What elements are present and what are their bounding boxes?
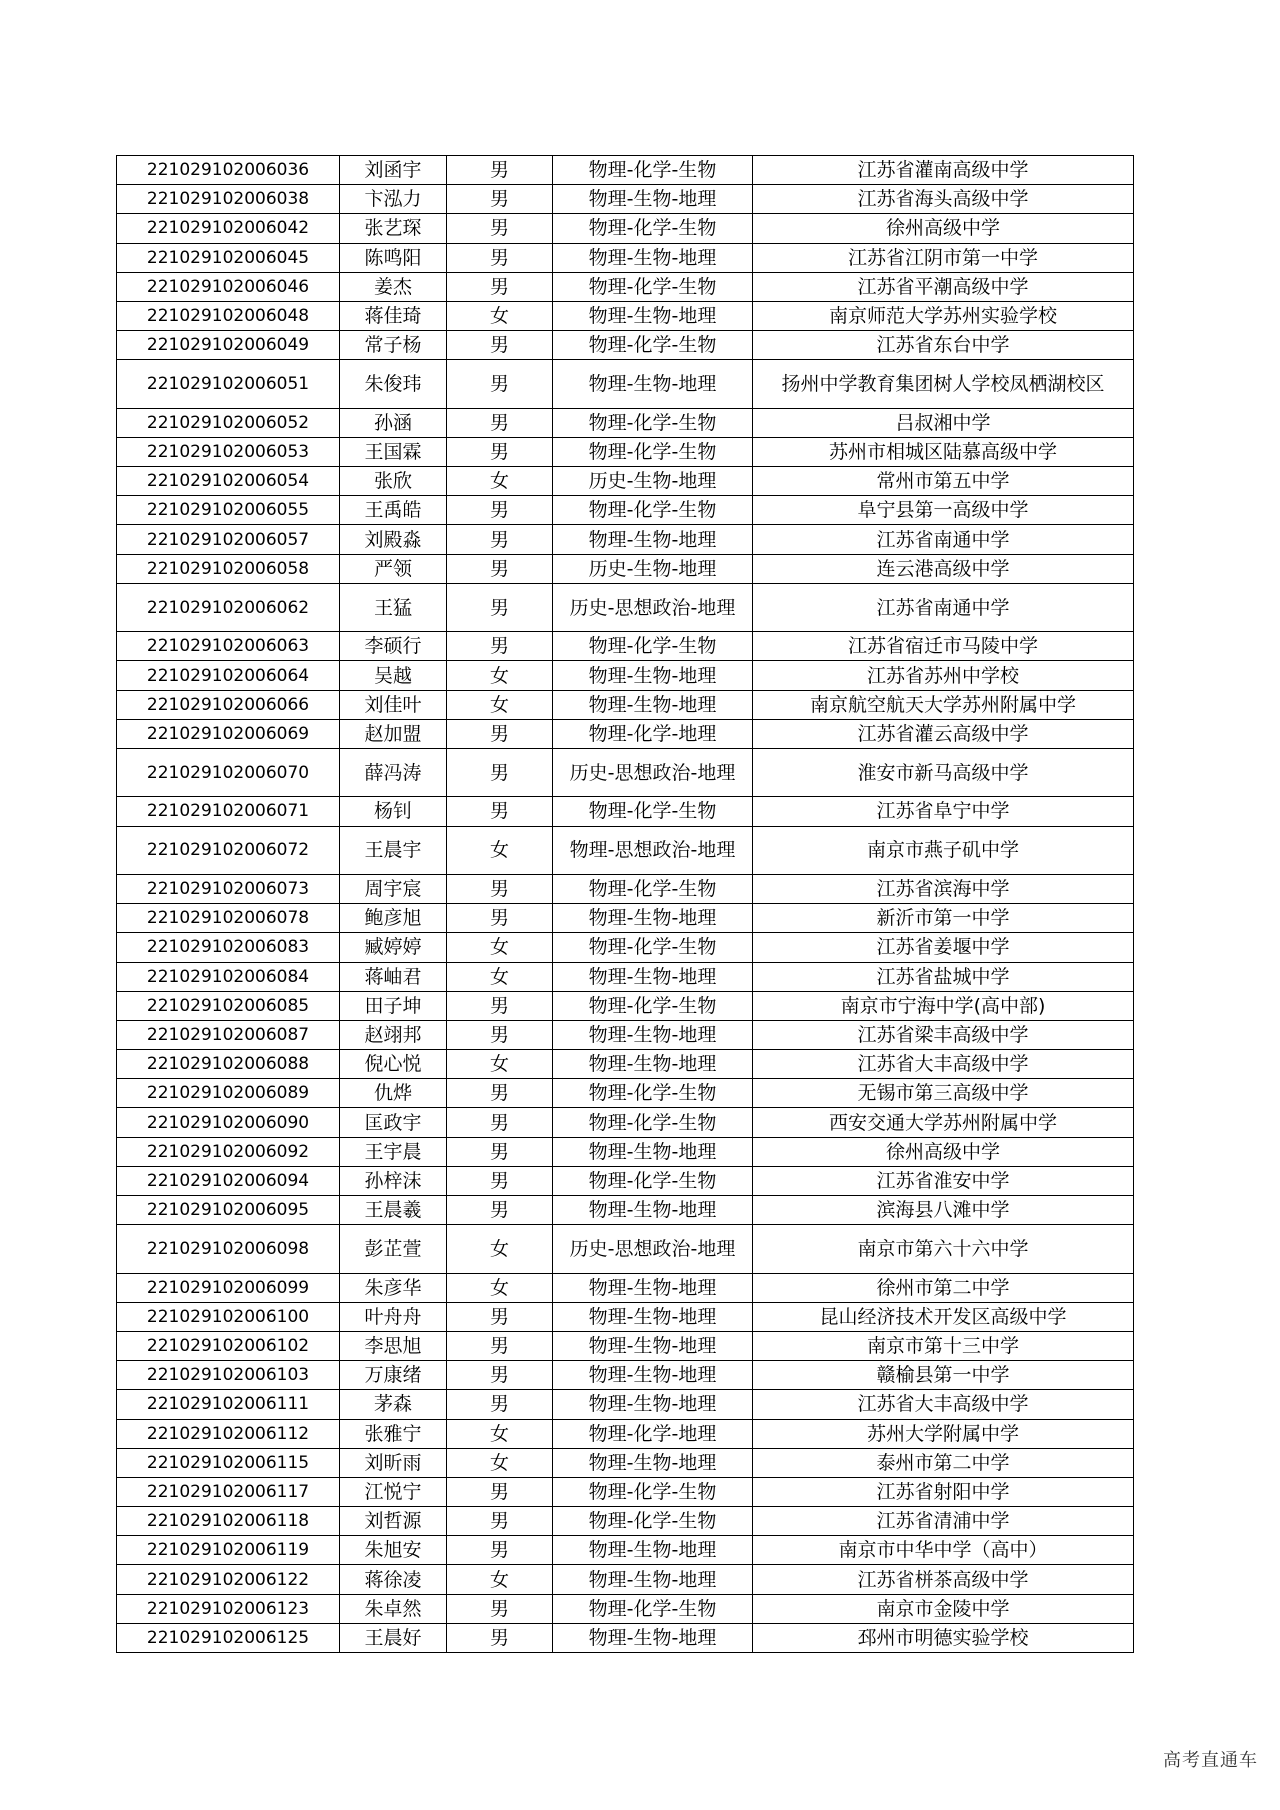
school-cell: 南京市中华中学（高中） xyxy=(753,1536,1134,1565)
student-name-cell: 刘佳叶 xyxy=(340,690,447,719)
school-cell: 扬州中学教育集团树人学校凤栖湖校区 xyxy=(753,360,1134,408)
student-id-cell: 221029102006099 xyxy=(117,1273,340,1302)
table-row xyxy=(117,1419,1134,1448)
gender-cell: 男 xyxy=(447,272,553,301)
subject-combination-cell: 物理-化学-生物 xyxy=(553,437,753,466)
subject-combination-cell: 物理-化学-生物 xyxy=(553,933,753,962)
student-name-cell: 叶舟舟 xyxy=(340,1302,447,1331)
gender-cell: 女 xyxy=(447,661,553,690)
student-name-cell: 蒋佳琦 xyxy=(340,301,447,330)
table-row xyxy=(117,826,1134,874)
student-name-cell: 蒋岫君 xyxy=(340,962,447,991)
subject-combination-cell: 物理-化学-生物 xyxy=(553,1477,753,1506)
student-id-cell: 221029102006072 xyxy=(117,826,340,874)
student-name-cell: 王晨羲 xyxy=(340,1196,447,1225)
subject-combination-cell: 物理-化学-生物 xyxy=(553,272,753,301)
student-name-cell: 蒋徐凌 xyxy=(340,1565,447,1594)
school-cell: 徐州高级中学 xyxy=(753,1137,1134,1166)
student-name-cell: 王禹皓 xyxy=(340,496,447,525)
school-cell: 江苏省江阴市第一中学 xyxy=(753,243,1134,272)
student-name-cell: 周宇宸 xyxy=(340,874,447,903)
student-name-cell: 王晨宇 xyxy=(340,826,447,874)
gender-cell: 男 xyxy=(447,1390,553,1419)
student-id-cell: 221029102006078 xyxy=(117,904,340,933)
student-id-cell: 221029102006053 xyxy=(117,437,340,466)
subject-combination-cell: 物理-生物-地理 xyxy=(553,1361,753,1390)
student-name-cell: 仇烨 xyxy=(340,1079,447,1108)
school-cell: 徐州高级中学 xyxy=(753,214,1134,243)
gender-cell: 男 xyxy=(447,1137,553,1166)
gender-cell: 男 xyxy=(447,554,553,583)
subject-combination-cell: 物理-生物-地理 xyxy=(553,1302,753,1331)
student-name-cell: 朱俊玮 xyxy=(340,360,447,408)
table-row xyxy=(117,554,1134,583)
school-cell: 阜宁县第一高级中学 xyxy=(753,496,1134,525)
student-id-cell: 221029102006092 xyxy=(117,1137,340,1166)
student-id-cell: 221029102006090 xyxy=(117,1108,340,1137)
gender-cell: 男 xyxy=(447,185,553,214)
student-id-cell: 221029102006123 xyxy=(117,1594,340,1623)
school-cell: 江苏省南通中学 xyxy=(753,525,1134,554)
subject-combination-cell: 物理-化学-生物 xyxy=(553,1079,753,1108)
student-id-cell: 221029102006089 xyxy=(117,1079,340,1108)
gender-cell: 女 xyxy=(447,1448,553,1477)
student-name-cell: 王猛 xyxy=(340,583,447,631)
student-id-cell: 221029102006073 xyxy=(117,874,340,903)
school-cell: 江苏省栟茶高级中学 xyxy=(753,1565,1134,1594)
student-id-cell: 221029102006046 xyxy=(117,272,340,301)
student-name-cell: 朱卓然 xyxy=(340,1594,447,1623)
subject-combination-cell: 历史-思想政治-地理 xyxy=(553,1225,753,1273)
subject-combination-cell: 物理-生物-地理 xyxy=(553,661,753,690)
table-row xyxy=(117,583,1134,631)
subject-combination-cell: 物理-化学-生物 xyxy=(553,1507,753,1536)
subject-combination-cell: 物理-生物-地理 xyxy=(553,1390,753,1419)
student-name-cell: 倪心悦 xyxy=(340,1050,447,1079)
school-cell: 江苏省梁丰高级中学 xyxy=(753,1020,1134,1049)
student-name-cell: 王国霖 xyxy=(340,437,447,466)
subject-combination-cell: 物理-生物-地理 xyxy=(553,1536,753,1565)
school-cell: 连云港高级中学 xyxy=(753,554,1134,583)
student-name-cell: 匡政宇 xyxy=(340,1108,447,1137)
table-row xyxy=(117,1594,1134,1623)
school-cell: 江苏省宿迁市马陵中学 xyxy=(753,632,1134,661)
table-row xyxy=(117,408,1134,437)
table-row xyxy=(117,1225,1134,1273)
student-name-cell: 江悦宁 xyxy=(340,1477,447,1506)
gender-cell: 男 xyxy=(447,360,553,408)
student-name-cell: 茅森 xyxy=(340,1390,447,1419)
student-id-cell: 221029102006055 xyxy=(117,496,340,525)
gender-cell: 男 xyxy=(447,214,553,243)
student-name-cell: 张艺琛 xyxy=(340,214,447,243)
gender-cell: 女 xyxy=(447,301,553,330)
subject-combination-cell: 历史-思想政治-地理 xyxy=(553,583,753,631)
gender-cell: 男 xyxy=(447,797,553,826)
subject-combination-cell: 物理-化学-生物 xyxy=(553,797,753,826)
table-row xyxy=(117,1108,1134,1137)
school-cell: 南京市燕子矶中学 xyxy=(753,826,1134,874)
gender-cell: 男 xyxy=(447,719,553,748)
student-name-cell: 李思旭 xyxy=(340,1331,447,1360)
student-name-cell: 陈鸣阳 xyxy=(340,243,447,272)
subject-combination-cell: 物理-生物-地理 xyxy=(553,525,753,554)
gender-cell: 男 xyxy=(447,408,553,437)
school-cell: 江苏省灌云高级中学 xyxy=(753,719,1134,748)
student-id-cell: 221029102006062 xyxy=(117,583,340,631)
school-cell: 江苏省东台中学 xyxy=(753,331,1134,360)
school-cell: 江苏省滨海中学 xyxy=(753,874,1134,903)
subject-combination-cell: 物理-思想政治-地理 xyxy=(553,826,753,874)
school-cell: 南京市第十三中学 xyxy=(753,1331,1134,1360)
school-cell: 江苏省大丰高级中学 xyxy=(753,1390,1134,1419)
student-id-cell: 221029102006058 xyxy=(117,554,340,583)
student-id-cell: 221029102006049 xyxy=(117,331,340,360)
school-cell: 江苏省南通中学 xyxy=(753,583,1134,631)
table-row xyxy=(117,991,1134,1020)
school-cell: 江苏省淮安中学 xyxy=(753,1166,1134,1195)
table-row xyxy=(117,1361,1134,1390)
student-id-cell: 221029102006045 xyxy=(117,243,340,272)
student-name-cell: 杨钊 xyxy=(340,797,447,826)
subject-combination-cell: 历史-生物-地理 xyxy=(553,467,753,496)
student-id-cell: 221029102006071 xyxy=(117,797,340,826)
school-cell: 江苏省阜宁中学 xyxy=(753,797,1134,826)
gender-cell: 男 xyxy=(447,874,553,903)
subject-combination-cell: 物理-化学-生物 xyxy=(553,1166,753,1195)
table-row xyxy=(117,1565,1134,1594)
table-row xyxy=(117,1166,1134,1195)
student-id-cell: 221029102006125 xyxy=(117,1623,340,1652)
student-id-cell: 221029102006054 xyxy=(117,467,340,496)
school-cell: 江苏省大丰高级中学 xyxy=(753,1050,1134,1079)
gender-cell: 女 xyxy=(447,933,553,962)
gender-cell: 男 xyxy=(447,1536,553,1565)
subject-combination-cell: 物理-化学-生物 xyxy=(553,1594,753,1623)
student-id-cell: 221029102006095 xyxy=(117,1196,340,1225)
gender-cell: 女 xyxy=(447,467,553,496)
subject-combination-cell: 物理-化学-生物 xyxy=(553,496,753,525)
student-id-cell: 221029102006063 xyxy=(117,632,340,661)
student-id-cell: 221029102006122 xyxy=(117,1565,340,1594)
student-name-cell: 刘殿淼 xyxy=(340,525,447,554)
gender-cell: 男 xyxy=(447,331,553,360)
table-row xyxy=(117,185,1134,214)
school-cell: 徐州市第二中学 xyxy=(753,1273,1134,1302)
table-row xyxy=(117,496,1134,525)
school-cell: 苏州市相城区陆慕高级中学 xyxy=(753,437,1134,466)
school-cell: 无锡市第三高级中学 xyxy=(753,1079,1134,1108)
student-id-cell: 221029102006051 xyxy=(117,360,340,408)
table-row xyxy=(117,1390,1134,1419)
table-row xyxy=(117,525,1134,554)
student-id-cell: 221029102006085 xyxy=(117,991,340,1020)
table-row xyxy=(117,301,1134,330)
table-row xyxy=(117,214,1134,243)
roster-body xyxy=(117,156,1134,1653)
gender-cell: 男 xyxy=(447,1507,553,1536)
gender-cell: 男 xyxy=(447,1623,553,1652)
student-name-cell: 刘昕雨 xyxy=(340,1448,447,1477)
table-row xyxy=(117,962,1134,991)
subject-combination-cell: 物理-生物-地理 xyxy=(553,1020,753,1049)
student-name-cell: 彭芷萱 xyxy=(340,1225,447,1273)
student-id-cell: 221029102006052 xyxy=(117,408,340,437)
table-row xyxy=(117,1331,1134,1360)
school-cell: 江苏省清浦中学 xyxy=(753,1507,1134,1536)
student-name-cell: 张欣 xyxy=(340,467,447,496)
gender-cell: 女 xyxy=(447,826,553,874)
student-id-cell: 221029102006118 xyxy=(117,1507,340,1536)
table-row xyxy=(117,1273,1134,1302)
table-row xyxy=(117,719,1134,748)
school-cell: 邳州市明德实验学校 xyxy=(753,1623,1134,1652)
table-row xyxy=(117,331,1134,360)
student-id-cell: 221029102006066 xyxy=(117,690,340,719)
school-cell: 江苏省射阳中学 xyxy=(753,1477,1134,1506)
school-cell: 滨海县八滩中学 xyxy=(753,1196,1134,1225)
gender-cell: 男 xyxy=(447,1361,553,1390)
table-row xyxy=(117,632,1134,661)
table-row xyxy=(117,797,1134,826)
school-cell: 新沂市第一中学 xyxy=(753,904,1134,933)
subject-combination-cell: 物理-化学-生物 xyxy=(553,632,753,661)
student-name-cell: 张雅宁 xyxy=(340,1419,447,1448)
gender-cell: 男 xyxy=(447,1477,553,1506)
school-cell: 淮安市新马高级中学 xyxy=(753,748,1134,796)
student-id-cell: 221029102006100 xyxy=(117,1302,340,1331)
student-id-cell: 221029102006048 xyxy=(117,301,340,330)
school-cell: 江苏省苏州中学校 xyxy=(753,661,1134,690)
student-id-cell: 221029102006094 xyxy=(117,1166,340,1195)
table-row xyxy=(117,1302,1134,1331)
subject-combination-cell: 物理-生物-地理 xyxy=(553,1623,753,1652)
gender-cell: 男 xyxy=(447,1302,553,1331)
student-name-cell: 刘函宇 xyxy=(340,156,447,185)
school-cell: 江苏省盐城中学 xyxy=(753,962,1134,991)
table-row xyxy=(117,243,1134,272)
gender-cell: 女 xyxy=(447,962,553,991)
subject-combination-cell: 物理-生物-地理 xyxy=(553,1565,753,1594)
subject-combination-cell: 物理-生物-地理 xyxy=(553,904,753,933)
gender-cell: 男 xyxy=(447,632,553,661)
school-cell: 南京市宁海中学(高中部) xyxy=(753,991,1134,1020)
student-name-cell: 卞泓力 xyxy=(340,185,447,214)
student-name-cell: 孙涵 xyxy=(340,408,447,437)
student-id-cell: 221029102006083 xyxy=(117,933,340,962)
gender-cell: 男 xyxy=(447,1594,553,1623)
table-row xyxy=(117,1536,1134,1565)
student-roster-table xyxy=(116,155,1134,1653)
subject-combination-cell: 物理-化学-生物 xyxy=(553,408,753,437)
subject-combination-cell: 物理-生物-地理 xyxy=(553,1050,753,1079)
table-row xyxy=(117,1623,1134,1652)
table-row xyxy=(117,874,1134,903)
student-id-cell: 221029102006102 xyxy=(117,1331,340,1360)
subject-combination-cell: 物理-生物-地理 xyxy=(553,690,753,719)
student-id-cell: 221029102006087 xyxy=(117,1020,340,1049)
subject-combination-cell: 物理-化学-地理 xyxy=(553,1419,753,1448)
student-id-cell: 221029102006069 xyxy=(117,719,340,748)
table-row xyxy=(117,748,1134,796)
student-id-cell: 221029102006119 xyxy=(117,1536,340,1565)
student-name-cell: 孙梓沫 xyxy=(340,1166,447,1195)
student-id-cell: 221029102006084 xyxy=(117,962,340,991)
subject-combination-cell: 物理-化学-生物 xyxy=(553,214,753,243)
gender-cell: 男 xyxy=(447,748,553,796)
student-name-cell: 姜杰 xyxy=(340,272,447,301)
subject-combination-cell: 物理-生物-地理 xyxy=(553,962,753,991)
gender-cell: 男 xyxy=(447,1331,553,1360)
table-row xyxy=(117,904,1134,933)
gender-cell: 女 xyxy=(447,690,553,719)
table-row xyxy=(117,933,1134,962)
school-cell: 南京市第六十六中学 xyxy=(753,1225,1134,1273)
subject-combination-cell: 历史-思想政治-地理 xyxy=(553,748,753,796)
student-name-cell: 朱旭安 xyxy=(340,1536,447,1565)
gender-cell: 男 xyxy=(447,1166,553,1195)
subject-combination-cell: 物理-生物-地理 xyxy=(553,1273,753,1302)
table-row xyxy=(117,1137,1134,1166)
student-name-cell: 薛冯涛 xyxy=(340,748,447,796)
gender-cell: 男 xyxy=(447,1020,553,1049)
subject-combination-cell: 物理-化学-生物 xyxy=(553,1108,753,1137)
table-row xyxy=(117,1020,1134,1049)
table-row xyxy=(117,156,1134,185)
subject-combination-cell: 物理-化学-生物 xyxy=(553,874,753,903)
school-cell: 南京市金陵中学 xyxy=(753,1594,1134,1623)
student-id-cell: 221029102006042 xyxy=(117,214,340,243)
school-cell: 江苏省姜堰中学 xyxy=(753,933,1134,962)
subject-combination-cell: 历史-生物-地理 xyxy=(553,554,753,583)
table-row xyxy=(117,1507,1134,1536)
student-name-cell: 鲍彦旭 xyxy=(340,904,447,933)
school-cell: 苏州大学附属中学 xyxy=(753,1419,1134,1448)
table-row xyxy=(117,690,1134,719)
student-name-cell: 严领 xyxy=(340,554,447,583)
gender-cell: 男 xyxy=(447,1079,553,1108)
student-id-cell: 221029102006070 xyxy=(117,748,340,796)
table-row xyxy=(117,467,1134,496)
gender-cell: 男 xyxy=(447,991,553,1020)
school-cell: 吕叔湘中学 xyxy=(753,408,1134,437)
table-row xyxy=(117,1477,1134,1506)
gender-cell: 女 xyxy=(447,1565,553,1594)
gender-cell: 男 xyxy=(447,1108,553,1137)
student-name-cell: 李硕行 xyxy=(340,632,447,661)
subject-combination-cell: 物理-生物-地理 xyxy=(553,1448,753,1477)
gender-cell: 女 xyxy=(447,1050,553,1079)
student-id-cell: 221029102006103 xyxy=(117,1361,340,1390)
table-row xyxy=(117,1196,1134,1225)
site-watermark: 高考直通车 xyxy=(1163,1750,1258,1771)
gender-cell: 男 xyxy=(447,1196,553,1225)
student-name-cell: 万康绪 xyxy=(340,1361,447,1390)
subject-combination-cell: 物理-化学-生物 xyxy=(553,991,753,1020)
subject-combination-cell: 物理-化学-地理 xyxy=(553,719,753,748)
student-id-cell: 221029102006098 xyxy=(117,1225,340,1273)
student-id-cell: 221029102006038 xyxy=(117,185,340,214)
student-name-cell: 刘哲源 xyxy=(340,1507,447,1536)
gender-cell: 女 xyxy=(447,1273,553,1302)
student-id-cell: 221029102006111 xyxy=(117,1390,340,1419)
gender-cell: 女 xyxy=(447,1225,553,1273)
subject-combination-cell: 物理-生物-地理 xyxy=(553,1331,753,1360)
student-name-cell: 王晨好 xyxy=(340,1623,447,1652)
student-id-cell: 221029102006115 xyxy=(117,1448,340,1477)
table-row xyxy=(117,1050,1134,1079)
student-name-cell: 吴越 xyxy=(340,661,447,690)
student-name-cell: 常子杨 xyxy=(340,331,447,360)
student-name-cell: 田子坤 xyxy=(340,991,447,1020)
school-cell: 赣榆县第一中学 xyxy=(753,1361,1134,1390)
school-cell: 西安交通大学苏州附属中学 xyxy=(753,1108,1134,1137)
student-name-cell: 赵翊邦 xyxy=(340,1020,447,1049)
student-name-cell: 朱彦华 xyxy=(340,1273,447,1302)
gender-cell: 男 xyxy=(447,583,553,631)
school-cell: 昆山经济技术开发区高级中学 xyxy=(753,1302,1134,1331)
student-id-cell: 221029102006036 xyxy=(117,156,340,185)
student-id-cell: 221029102006057 xyxy=(117,525,340,554)
student-id-cell: 221029102006064 xyxy=(117,661,340,690)
subject-combination-cell: 物理-生物-地理 xyxy=(553,185,753,214)
table-row xyxy=(117,661,1134,690)
student-name-cell: 王宇晨 xyxy=(340,1137,447,1166)
table-row xyxy=(117,272,1134,301)
subject-combination-cell: 物理-生物-地理 xyxy=(553,301,753,330)
gender-cell: 男 xyxy=(447,496,553,525)
school-cell: 江苏省灌南高级中学 xyxy=(753,156,1134,185)
student-name-cell: 赵加盟 xyxy=(340,719,447,748)
gender-cell: 男 xyxy=(447,437,553,466)
student-id-cell: 221029102006088 xyxy=(117,1050,340,1079)
subject-combination-cell: 物理-生物-地理 xyxy=(553,243,753,272)
table-row xyxy=(117,360,1134,408)
subject-combination-cell: 物理-生物-地理 xyxy=(553,360,753,408)
school-cell: 江苏省平潮高级中学 xyxy=(753,272,1134,301)
table-row xyxy=(117,437,1134,466)
gender-cell: 男 xyxy=(447,243,553,272)
gender-cell: 男 xyxy=(447,156,553,185)
school-cell: 南京航空航天大学苏州附属中学 xyxy=(753,690,1134,719)
gender-cell: 男 xyxy=(447,904,553,933)
school-cell: 南京师范大学苏州实验学校 xyxy=(753,301,1134,330)
subject-combination-cell: 物理-生物-地理 xyxy=(553,1137,753,1166)
gender-cell: 男 xyxy=(447,525,553,554)
table-row xyxy=(117,1079,1134,1108)
student-id-cell: 221029102006112 xyxy=(117,1419,340,1448)
subject-combination-cell: 物理-化学-生物 xyxy=(553,156,753,185)
subject-combination-cell: 物理-化学-生物 xyxy=(553,331,753,360)
school-cell: 江苏省海头高级中学 xyxy=(753,185,1134,214)
school-cell: 泰州市第二中学 xyxy=(753,1448,1134,1477)
student-id-cell: 221029102006117 xyxy=(117,1477,340,1506)
school-cell: 常州市第五中学 xyxy=(753,467,1134,496)
table-row xyxy=(117,1448,1134,1477)
student-name-cell: 臧婷婷 xyxy=(340,933,447,962)
gender-cell: 女 xyxy=(447,1419,553,1448)
subject-combination-cell: 物理-生物-地理 xyxy=(553,1196,753,1225)
